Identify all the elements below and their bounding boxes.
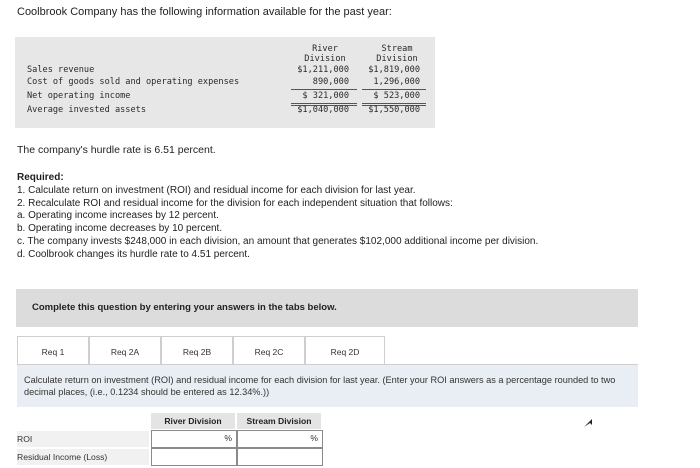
row-label-sales: Sales revenue bbox=[27, 65, 95, 75]
row-label-cogs: Cost of goods sold and operating expenses bbox=[27, 77, 240, 87]
answer-row-roi-label: ROI bbox=[17, 431, 149, 447]
division-info-table bbox=[15, 37, 435, 128]
river-noi: $ 321,000 bbox=[302, 91, 349, 101]
instructions-text: Calculate return on investment (ROI) and residual income for each division for last year. (Enter your ROI answers as a percentage rounded to two decimal places, (i.e., 0.1234 should be entered as 12.34%.)) bbox=[24, 375, 616, 397]
hurdle-rate-text: The company's hurdle rate is 6.51 percent. bbox=[17, 144, 216, 156]
river-ri-input[interactable] bbox=[151, 448, 237, 466]
requirement-item: 2. Recalculate ROI and residual income for the division for each independent situation that follows: bbox=[17, 197, 453, 209]
instructions-panel bbox=[17, 365, 638, 407]
total-line-a1 bbox=[291, 103, 357, 104]
complete-prompt: Complete this question by entering your answers in the tabs below. bbox=[32, 302, 337, 313]
subtotal-line-b bbox=[362, 89, 426, 90]
tab-req-2d[interactable]: Req 2D bbox=[305, 336, 385, 365]
stream-noi: $ 523,000 bbox=[373, 91, 420, 101]
percent-sign: % bbox=[224, 433, 232, 443]
requirement-item: 1. Calculate return on investment (ROI) and residual income for each division for last year. bbox=[17, 184, 416, 196]
total-line-b1 bbox=[362, 103, 426, 104]
required-title: Required: bbox=[17, 172, 64, 183]
stream-assets: $1,550,000 bbox=[368, 105, 420, 115]
stream-sales: $1,819,000 bbox=[368, 65, 420, 75]
tab-req-2b[interactable]: Req 2B bbox=[161, 336, 233, 365]
mouse-cursor-icon bbox=[582, 417, 594, 429]
row-label-assets: Average invested assets bbox=[27, 105, 146, 115]
stream-roi-input[interactable] bbox=[237, 430, 323, 448]
stream-division-header: Stream Division bbox=[376, 44, 418, 64]
river-cogs: 890,000 bbox=[312, 77, 349, 87]
complete-question-banner bbox=[16, 289, 638, 327]
subtotal-line-a bbox=[291, 89, 357, 90]
row-label-noi: Net operating income bbox=[27, 91, 131, 101]
tab-req-2c[interactable]: Req 2C bbox=[233, 336, 305, 365]
river-roi-input[interactable] bbox=[151, 430, 237, 448]
answer-row-ri-label: Residual Income (Loss) bbox=[17, 449, 149, 465]
tab-req-1[interactable]: Req 1 bbox=[17, 336, 89, 365]
requirements bbox=[17, 172, 538, 262]
tab-req-2a[interactable]: Req 2A bbox=[89, 336, 161, 365]
requirement-item: a. Operating income increases by 12 percent. bbox=[17, 210, 219, 222]
stream-ri-input[interactable] bbox=[237, 448, 323, 466]
requirement-item: b. Operating income decreases by 10 percent. bbox=[17, 223, 223, 235]
answer-col-stream: Stream Division bbox=[237, 413, 321, 429]
stream-cogs: 1,296,000 bbox=[373, 77, 420, 87]
requirement-item: c. The company invests $248,000 in each division, an amount that generates $102,000 additional income per division. bbox=[17, 235, 539, 247]
percent-sign: % bbox=[310, 433, 318, 443]
river-sales: $1,211,000 bbox=[297, 65, 349, 75]
river-assets: $1,040,000 bbox=[297, 105, 349, 115]
river-division-header: River Division bbox=[304, 44, 346, 64]
requirement-item: d. Coolbrook changes its hurdle rate to 4.51 percent. bbox=[17, 248, 250, 260]
problem-intro: Coolbrook Company has the following information available for the past year: bbox=[17, 6, 392, 18]
answer-col-river: River Division bbox=[151, 413, 235, 429]
